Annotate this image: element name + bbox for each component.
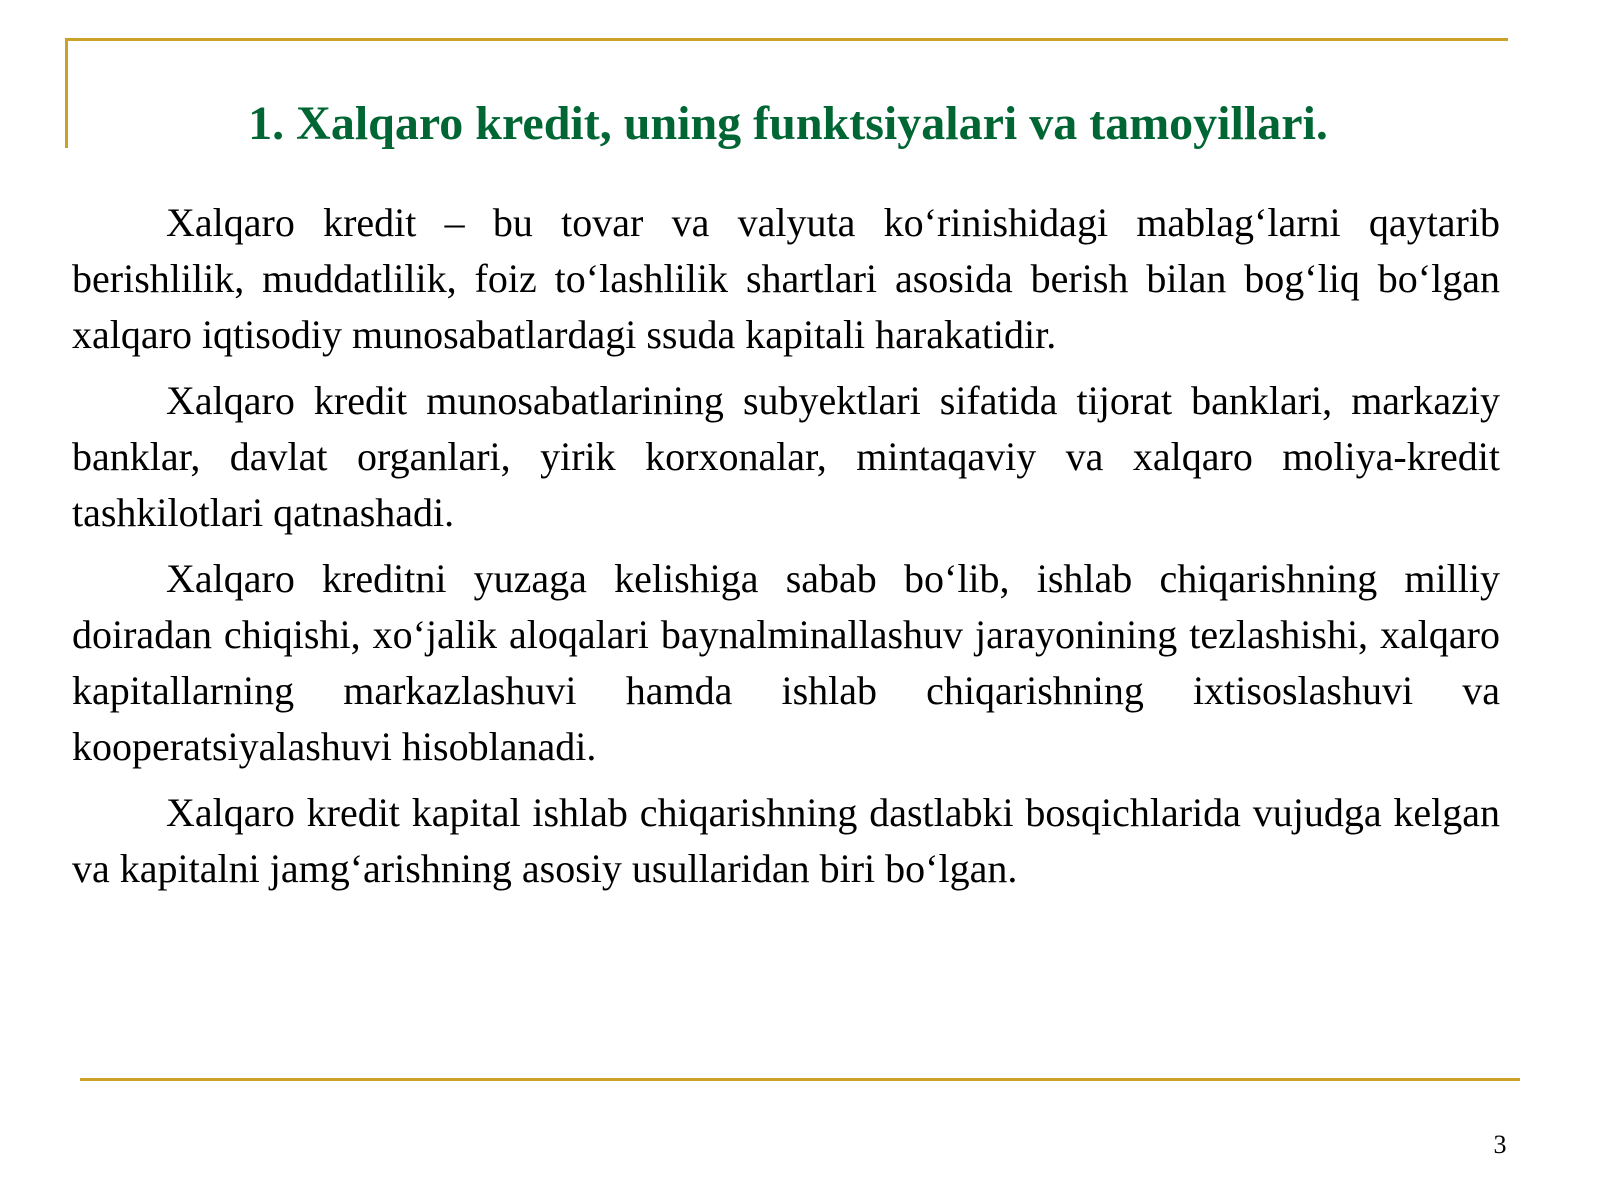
- paragraph-subjects: Xalqaro kredit munosabatlarining subyektlari sifatida tijorat banklari, markaziy banklar, davlat organlari, yirik korxonalar, mintaqaviy va xalqaro moliya-kredit tashkilotlari qatnashadi.: [72, 378, 1500, 535]
- slide-body: [72, 195, 1500, 907]
- paragraph-definition: Xalqaro kredit – bu tovar va valyuta ko‘rinishidagi mablag‘larni qaytarib berishlilik, muddatlilik, foiz to‘lashlilik shartlari asosida berish bilan bog‘liq bo‘lgan xalqaro iqtisodiy munosabatlardagi ssuda kapitali harakatidir.: [72, 200, 1500, 357]
- paragraph-causes: Xalqaro kreditni yuzaga kelishiga sabab bo‘lib, ishlab chiqarishning milliy doiradan chiqishi, xo‘jalik aloqalari baynalminallashuv jarayonining tezlashishi, xalqaro kapitallarning markazlashuvi hamda ishlab chiqarishning ixtisoslashuvi va kooperatsiyalashuvi hisoblanadi.: [72, 556, 1500, 769]
- slide-title: 1. Xalqaro kredit, uning funktsiyalari va tamoyillari.: [248, 97, 1328, 151]
- paragraph-origin: Xalqaro kredit kapital ishlab chiqarishning dastlabki bosqichlarida vujudga kelgan va kapitalni jamg‘arishning asosiy usullaridan biri bo‘lgan.: [72, 790, 1500, 891]
- page-number: 3: [1493, 1130, 1507, 1159]
- bottom-border-line: [80, 1078, 1520, 1081]
- top-border-line: [65, 38, 1508, 41]
